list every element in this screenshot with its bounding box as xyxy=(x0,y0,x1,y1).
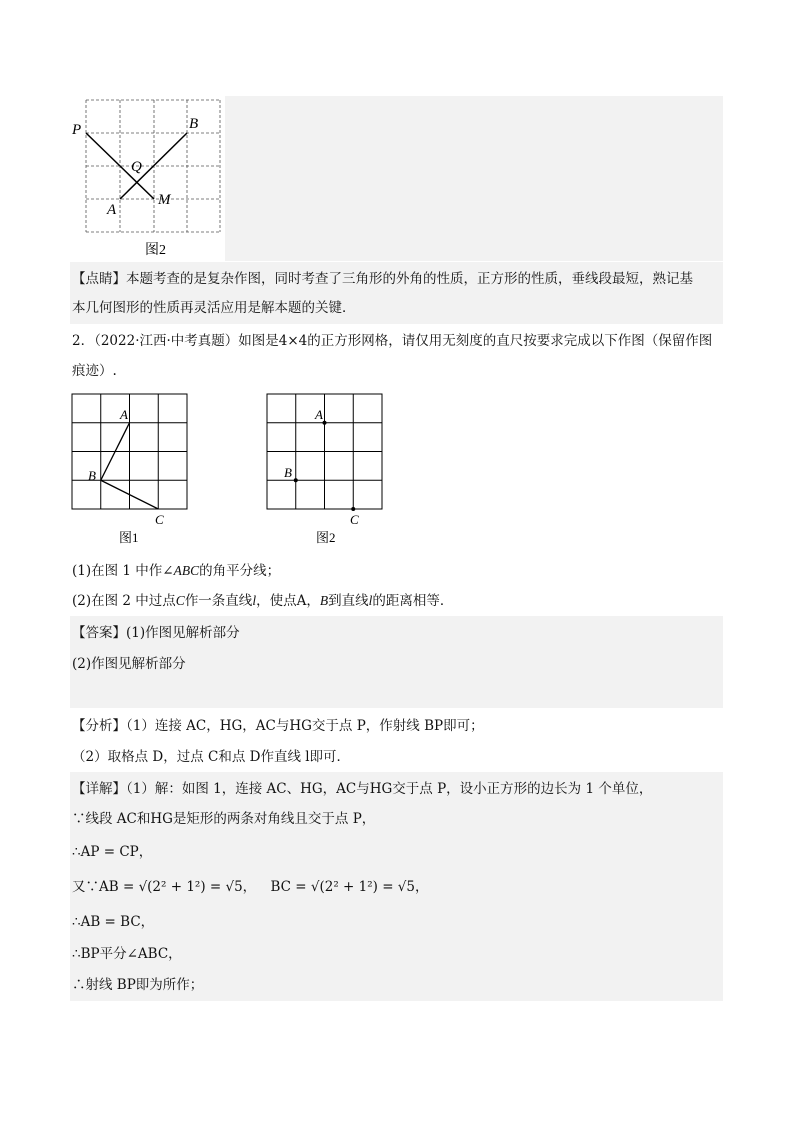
q1-text-c: 的角平分线； xyxy=(199,563,281,579)
dianjing-line-1 xyxy=(72,270,693,288)
label-b: B xyxy=(88,468,96,483)
detail-ab-value: 又∵AB = √(2² + 1²) = √5， xyxy=(72,879,257,895)
label-q: Q xyxy=(131,159,142,175)
q2-text-e: ，使点A， xyxy=(256,593,320,609)
detail-line-6: ∴BP平分∠ABC， xyxy=(72,946,182,962)
q2-text-i: 的距离相等． xyxy=(372,593,454,609)
q2-text-a: (2)在图 2 中过点 xyxy=(72,593,176,609)
answer-tag: 【答案】 xyxy=(72,625,126,641)
question-1 xyxy=(72,562,280,580)
detail-line-2: ∵线段 AC和HG是矩形的两条对角线且交于点 P， xyxy=(72,811,376,827)
figure-2-caption: 图2 xyxy=(316,530,336,545)
q1-text-a: (1)在图 1 中作 xyxy=(72,563,163,579)
label-c: C xyxy=(350,512,359,527)
dianjing-line-2: 本几何图形的性质再灵活应用是解本题的关键． xyxy=(72,300,356,316)
point-a xyxy=(323,421,327,425)
q2-text-c: 作一条直线 xyxy=(184,593,253,609)
label-a: A xyxy=(120,407,128,422)
top-figure xyxy=(70,96,225,261)
analysis-line-2: （2）取格点 D，过点 C和点 D作直线 l即可． xyxy=(72,749,351,765)
q2-line-l-2: l xyxy=(368,593,373,608)
detail-line-3: ∴AP = CP， xyxy=(72,844,153,860)
label-a: A xyxy=(315,407,323,422)
label-c: C xyxy=(155,512,164,527)
figure-1 xyxy=(60,388,200,550)
figure-caption: 图2 xyxy=(145,243,166,258)
detail-bc-value: BC = √(2² + 1²) = √5， xyxy=(270,879,429,895)
question-2 xyxy=(72,592,453,610)
detail-line-5: ∴AB = BC， xyxy=(72,914,155,930)
detail-line-4 xyxy=(72,878,429,896)
q2-point-b: B xyxy=(319,593,329,608)
problem-line-1: 2．（2022·江西·中考真题）如图是4×4的正方形网格，请仅用无刻度的直尺按要求完成以下作图（保留作图 xyxy=(72,333,713,349)
q2-point-c: C xyxy=(175,593,185,608)
answer-line-1 xyxy=(72,624,240,642)
q1-angle: ∠ABC xyxy=(162,563,200,578)
answer-text-1: (1)作图见解析部分 xyxy=(126,625,240,641)
detail-tag: 【详解】 xyxy=(72,781,126,797)
q2-line-l: l xyxy=(252,593,257,608)
analysis-tag: 【分析】 xyxy=(72,718,126,734)
problem-line-2: 痕迹）. xyxy=(72,363,117,379)
label-a: A xyxy=(107,202,117,218)
analysis-text-1: （1）连接 AC，HG，AC与HG交于点 P，作射线 BP即可； xyxy=(126,718,484,734)
analysis-line-1 xyxy=(72,717,484,735)
figure-2 xyxy=(255,388,395,550)
label-b: B xyxy=(189,116,199,132)
detail-line-1 xyxy=(72,780,652,798)
label-m: M xyxy=(158,192,171,208)
detail-text-1: （1）解：如图 1，连接 AC、HG，AC与HG交于点 P，设小正方形的边长为 1 个单位， xyxy=(126,781,653,797)
point-c xyxy=(351,507,355,511)
answer-line-2: (2)作图见解析部分 xyxy=(72,656,186,672)
point-b xyxy=(294,478,298,482)
q2-text-g: 到直线 xyxy=(328,593,369,609)
label-p: P xyxy=(72,122,82,138)
figure-1-caption: 图1 xyxy=(119,530,139,545)
label-b: B xyxy=(284,465,292,480)
detail-line-7: ∴射线 BP即为所作； xyxy=(72,977,204,993)
dianjing-text-1: 本题考查的是复杂作图，同时考查了三角形的外角的性质，正方形的性质，垂线段最短，熟记基 xyxy=(126,271,693,287)
dianjing-tag: 【点睛】 xyxy=(72,271,126,287)
